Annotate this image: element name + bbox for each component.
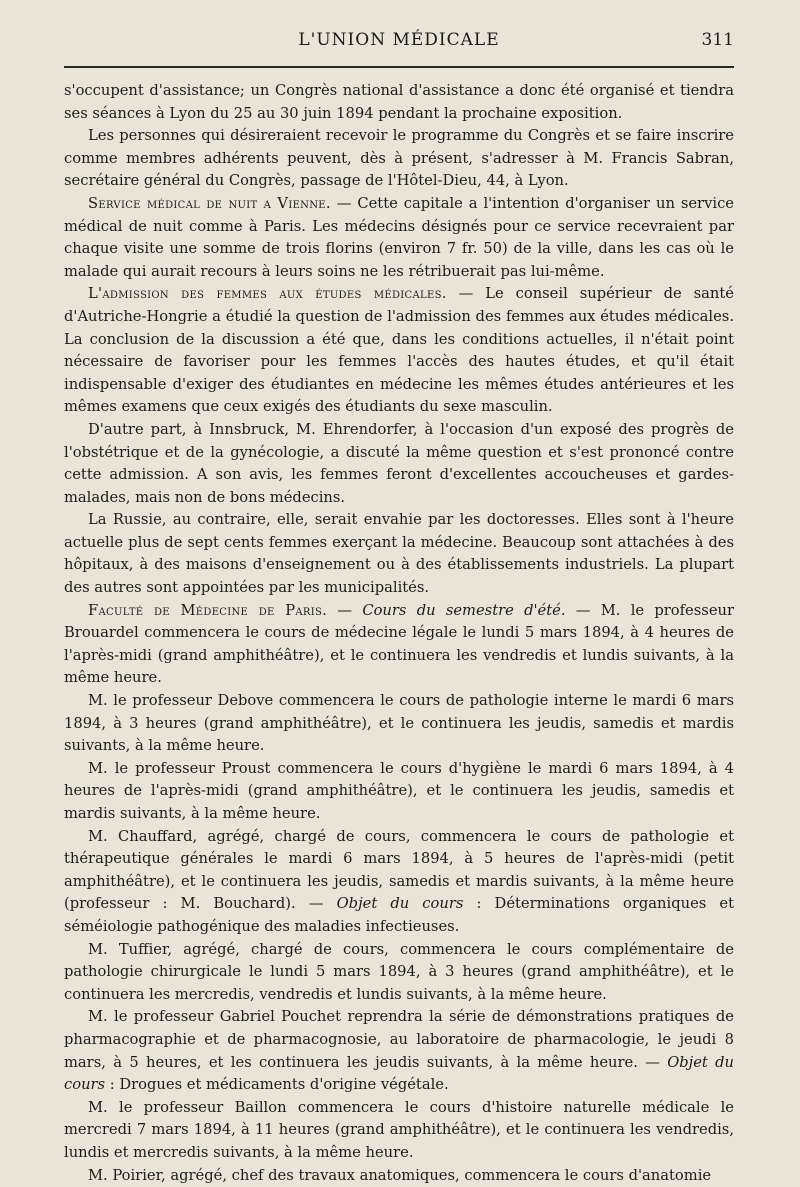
article-body [64,80,734,1187]
paragraph-text: M. Chauffard, agrégé, chargé de cours, commencera le cours de pathologie et thérapeutique générales le mardi 6 mars 1894, à 5 heures de l'après-midi (petit amphithéâtre), et le continuera les jeudis, samedis et mardis suivants, à la même heure (professeur : M. Bouchard). — [64,828,734,913]
section-heading: Faculté de Médecine de Paris. [88,602,327,619]
paragraph-text: — Le conseil supérieur de santé d'Autriche-Hongrie a étudié la question de l'admission des femmes aux études médicales. La conclusion de la discussion a été que, dans les conditions actuelles, il n'était point nécessaire de favoriser pour les femmes l'accès des hautes études, et qu'il était indispensable d'exiger des étudiantes en médecine les mêmes études antérieures et les mêmes examens que ceux exigés des étudiants du sexe masculin. [64,285,734,415]
paragraph [64,939,734,1007]
paragraph-text: : Déterminations organiques et séméiologie pathogénique des maladies infectieuses. [64,895,734,935]
paragraph-text: M. le professeur Gabriel Pouchet reprendra la série de démonstrations pratiques de pharmacographie et de pharmacognosie, au laboratoire de pharmacologie, le jeudi 8 mars, à 5 heures, et les continuera les jeudis suivants, à la même heure. — [64,1008,734,1070]
paragraph-text: M. Tuffier, agrégé, chargé de cours, commencera le cours complémentaire de pathologie chirurgicale le lundi 5 mars 1894, à 3 heures (grand amphithéâtre), et le continuera les mercredis, vendredis et lundis suivants, à la même heure. [64,941,734,1003]
paragraph-text: Les personnes qui désireraient recevoir le programme du Congrès et se faire inscrire comme membres adhérents peuvent, dès à présent, s'adresser à M. Francis Sabran, secrétaire général du Congrès, passage de l'Hôtel-Dieu, 44, à Lyon. [64,127,734,189]
paragraph-text: s'occupent d'assistance; un Congrès national d'assistance a donc été organisé et tiendra ses séances à Lyon du 25 au 30 juin 1894 pendant la prochaine exposition. [64,82,734,122]
paragraph [64,419,734,509]
page-number: 311 [702,30,734,50]
paragraph [64,283,734,419]
paragraph [64,193,734,283]
paragraph-text: M. le professeur Baillon commencera le cours d'histoire naturelle médicale le mercredi 7 mars 1894, à 11 heures (grand amphithéâtre), et le continuera les vendredis, lundis et mercredis suivants, à la même heure. [64,1099,734,1161]
course-object-label: Objet du cours [337,895,464,912]
paragraph [64,1097,734,1165]
page-header [64,22,734,56]
paragraph-text: : Drogues et médicaments d'origine végétale. [105,1076,449,1093]
paragraph-text: M. le professeur Debove commencera le cours de pathologie interne le mardi 6 mars 1894, à 3 heures (grand amphithéâtre), et le continuera les jeudis, samedis et mardis suivants, à la même heure. [64,692,734,754]
paragraph [64,826,734,939]
header-rule [64,66,734,68]
paragraph-text: La Russie, au contraire, elle, serait envahie par les doctoresses. Elles sont à l'heure actuelle plus de sept cents femmes exerçant la médecine. Beaucoup sont attachées à des hôpitaux, à des maisons d'enseignement ou à des établissements industriels. La plupart des autres sont appointées par les municipalités. [64,511,734,596]
section-heading: L'admission des femmes aux études médicales. [88,285,447,302]
section-heading: Service médical de nuit a Vienne. [88,195,331,212]
paragraph [64,600,734,690]
running-title: L'UNION MÉDICALE [64,30,734,50]
paragraph-text: — Cette capitale a l'intention d'organiser un service médical de nuit comme à Paris. Les médecins désignés pour ce service recevraient par chaque visite une somme de trois florins (environ 7 fr. 50) de la ville, dans les cas où le malade qui aurait recours à leurs soins ne les rétribuerait pas lui-même. [64,195,734,280]
paragraph [64,509,734,599]
paragraph [64,690,734,758]
paragraph [64,125,734,193]
paragraph-text: D'autre part, à Innsbruck, M. Ehrendorfer, à l'occasion d'un exposé des progrès de l'obstétrique et de la gynécologie, a discuté la même question et s'est prononcé contre cette admission. A son avis, les femmes feront d'excellentes accoucheuses et gardes-malades, mais non de bons médecins. [64,421,734,506]
paragraph-text: M. le professeur Proust commencera le cours d'hygiène le mardi 6 mars 1894, à 4 heures de l'après-midi (grand amphithéâtre), et le continuera les jeudis, samedis et mardis suivants, à la même heure. [64,760,734,822]
paragraph [64,80,734,125]
course-object-label: Objet du cours [64,1054,734,1094]
paragraph [64,1006,734,1096]
paragraph-text: M. Poirier, agrégé, chef des travaux anatomiques, commencera le cours d'anatomie [88,1167,711,1184]
paragraph [64,1165,734,1187]
paragraph [64,758,734,826]
paragraph-text: — M. le professeur Brouardel commencera le cours de médecine légale le lundi 5 mars 1894, à 4 heures de l'après-midi (grand amphithéâtre), et le continuera les vendredis et lundis suivants, à la même heure. [64,602,734,687]
section-subheading: — Cours du semestre d'été. [327,602,565,619]
